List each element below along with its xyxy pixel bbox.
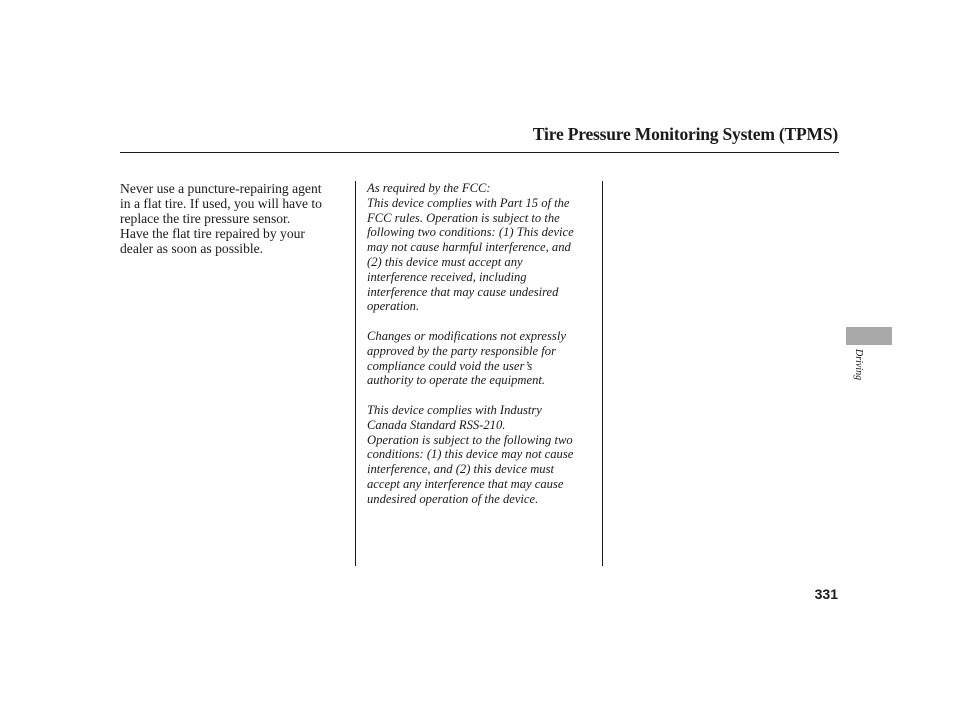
operation-conditions-text: Operation is subject to the following two conditions: (1) this device may not cause interference, and (2) this device must accept any interference that may cause undesired operation of the device. (367, 432, 574, 506)
column-divider-left (355, 181, 356, 566)
page-number: 331 (814, 586, 838, 602)
fcc-heading: As required by the FCC: (367, 181, 491, 195)
changes-warning-text: Changes or modifications not expressly approved by the party responsible for compliance could void the user’s authority to operate the equipment. (367, 328, 566, 388)
page-title: Tire Pressure Monitoring System (TPMS) (532, 124, 838, 144)
fcc-text: This device complies with Part 15 of the FCC rules. Operation is subject to the following two conditions: (1) This device may not cause harmful interference, and (2) this device must accept any interference received, including interference that may cause undesired operation. (367, 195, 574, 314)
industry-canada-text: This device complies with Industry Canada Standard RSS-210. (367, 402, 542, 432)
section-tab-marker (846, 327, 892, 345)
title-divider (120, 152, 839, 153)
column-divider-right (602, 181, 603, 566)
puncture-warning-text: Never use a puncture-repairing agent in a flat tire. If used, you will have to replace the tire pressure sensor. Have the flat tire repaired by your dealer as soon as possible. (120, 181, 322, 256)
left-column (120, 181, 352, 256)
middle-column (367, 181, 599, 507)
section-tab-label: Driving (853, 349, 864, 381)
